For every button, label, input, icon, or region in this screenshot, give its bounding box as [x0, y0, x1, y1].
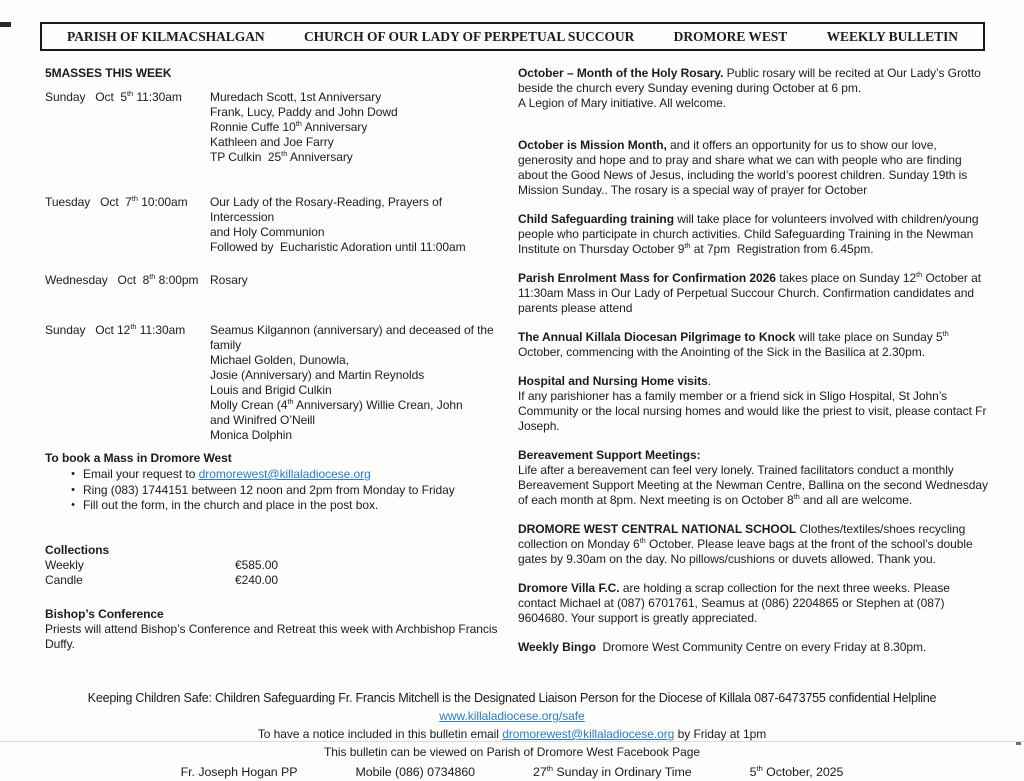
notice-title: October – Month of the Holy Rosary. [518, 66, 724, 80]
footer [0, 689, 1024, 781]
notice-text: Public rosary will be recited at Our Lady’s Grotto beside the church every Sunday evening during October at 6 pm. A Legion of Mary initiative. All welcome. [518, 66, 985, 110]
mass-intentions: Seamus Kilgannon (anniversary) and deceased of the family Michael Golden, Dunowla, Josie (Anniversary) and Martin Reynolds Louis and Brigid Culkin Molly Crean (4th Anniversary) Willie Crean, John and Winifred O’Neill Monica Dolphin [210, 323, 494, 442]
facebook-line: This bulletin can be viewed on Parish of Dromore West Facebook Page [324, 745, 700, 759]
mass-when: Tuesday Oct 7th 10:00am [45, 194, 188, 209]
book-mass-list [45, 467, 503, 514]
bullet-icon: • [71, 483, 75, 496]
collection-row [45, 573, 503, 588]
notice-weekly-bingo [518, 640, 990, 655]
notice-scrap-collection [518, 581, 990, 626]
bullet-icon: • [71, 499, 75, 511]
priest-info-line [0, 763, 1024, 781]
killala-safe-link[interactable]: www.killaladiocese.org/safe [439, 709, 585, 723]
notice-knock-pilgrimage [518, 330, 990, 360]
bulletin-email-link[interactable]: dromorewest@killaladiocese.org [502, 727, 675, 741]
parish-name: PARISH OF KILMACSHALGAN [67, 28, 265, 44]
list-item [45, 498, 503, 514]
notice-text: Clothes/textiles/shoes recycling collection on Monday 6th October. Please leave bags at the front of the school’s double gates by 9.30am on the day. No pillows/cushions or duvets allowed. Thank you. [518, 522, 976, 566]
notice-title: October is Mission Month, [518, 138, 667, 152]
priest-name: Fr. Joseph Hogan PP [180, 765, 298, 779]
mass-intentions: Our Lady of the Rosary-Reading, Prayers of Intercession and Holy Communion Followed by Eucharistic Adoration until 11:00am [210, 195, 466, 254]
notice-mission-month [518, 138, 990, 198]
mass-intentions: Rosary [210, 273, 248, 287]
book-mass-section [45, 451, 503, 514]
bishops-conference-heading: Bishop’s Conference [45, 606, 164, 621]
right-column [503, 66, 990, 655]
notice-title: Bereavement Support Meetings: [518, 448, 701, 462]
collection-label: Weekly [45, 557, 84, 572]
book-mass-email-line [83, 467, 371, 483]
notice-submission-prefix: To have a notice included in this bulletin email [257, 727, 503, 741]
notice-title: Parish Enrolment Mass for Confirmation 2026 [518, 271, 776, 285]
church-name: CHURCH OF OUR LADY OF PERPETUAL SUCCOUR [303, 28, 635, 44]
notice-text: will take place on Sunday 5th October, commencing with the Anointing of the Sick in the Basilica at 2.30pm. [518, 329, 953, 359]
notice-submission-suffix: by Friday at 1pm [674, 727, 767, 741]
list-item [45, 467, 503, 483]
notice-title: The Annual Killala Diocesan Pilgrimage to Knock [518, 330, 796, 344]
bulletin-date: 5th October, 2025 [749, 763, 844, 779]
safe-link-line [0, 707, 1024, 725]
bishops-conference-text: Priests will attend Bishop’s Conference and Retreat this week with Archbishop Francis Duffy. [45, 621, 498, 651]
mass-row [45, 323, 503, 443]
bullet-icon: • [71, 468, 75, 480]
mass-row [45, 273, 503, 288]
priest-mobile: Mobile (086) 0734860 [355, 765, 476, 779]
email-prefix: Email your request to [83, 467, 199, 481]
notice-text: Life after a bereavement can feel very lonely. Trained facilitators conduct a monthly Bereavement Support Meeting at the Newman Centre, Ballina on the second Wednesday of each month at 8pm. Next meeting is on October 8th and all are welcome. [518, 463, 992, 507]
collection-amount: €585.00 [235, 557, 279, 572]
notice-text: takes place on Sunday 12th October at 11:30am Mass in Our Lady of Perpetual Succour Church. Confirmation candidates and parents please attend [518, 270, 985, 315]
notice-school-recycling [518, 522, 990, 567]
notice-confirmation-mass [518, 271, 990, 316]
notice-title: DROMORE WEST CENTRAL NATIONAL SCHOOL [518, 522, 797, 536]
notice-title: Weekly Bingo [518, 640, 596, 654]
mass-when: Wednesday Oct 8th 8:00pm [45, 272, 199, 287]
collection-row [45, 558, 503, 573]
safeguarding-helpline-line: Keeping Children Safe: Children Safeguarding Fr. Francis Mitchell is the Designated Liaison Person for the Diocese of Killala 087-6473755 confidential Helpline [87, 691, 937, 705]
book-mass-heading: To book a Mass in Dromore West [45, 451, 232, 465]
masses-heading: 5MASSES THIS WEEK [45, 66, 172, 80]
collections-section [45, 543, 503, 588]
bulletin-body [0, 51, 1024, 655]
scan-artifact-top-left [0, 22, 11, 27]
town-name: DROMORE WEST [673, 28, 788, 44]
masses-section [45, 66, 503, 443]
notice-title: Child Safeguarding training [518, 212, 674, 226]
notice-hospital-visits [518, 374, 990, 434]
book-mass-phone-line: Ring (083) 1744151 between 12 noon and 2pm from Monday to Friday [83, 482, 455, 497]
list-item [45, 483, 503, 499]
notice-title: Hospital and Nursing Home visits [518, 374, 708, 388]
masthead [40, 22, 985, 51]
notice-child-safeguarding [518, 212, 990, 257]
mass-row [45, 195, 503, 255]
mass-when: Sunday Oct 12th 11:30am [45, 322, 186, 337]
notice-text: are holding a scrap collection for the next three weeks. Please contact Michael at (087) 6701761, Seamus at (086) 2204865 or Stephen at (087) 9604680. Your support is greatly appreciated. [518, 581, 954, 625]
collection-amount: €240.00 [235, 572, 279, 587]
notice-bereavement-support [518, 448, 990, 508]
notice-rosary-month [518, 66, 990, 111]
scan-artifact-bottom-right [1016, 742, 1021, 745]
notice-text: and it offers an opportunity for us to show our love, generosity and hope and to pray and share what we can with people who are finding about the Good News of Jesus, including the world’s poorest children. Sunday 19th is Mission Sunday.. The rosary is a special way of prayer for October [518, 138, 971, 197]
mass-row [45, 90, 503, 165]
liturgical-sunday: 27th Sunday in Ordinary Time [533, 763, 692, 779]
notice-text: will take place for volunteers involved with children/young people who participate in church activities. Child Safeguarding Training in the Newman Institute on Thursday October 9th at 7pm Registration from 6.45pm. [518, 212, 982, 256]
bishops-conference-section [45, 607, 503, 652]
left-column [45, 66, 503, 655]
collection-label: Candle [45, 572, 83, 587]
notice-text: Dromore West Community Centre on every Friday at 8.30pm. [595, 640, 927, 654]
mass-intentions: Muredach Scott, 1st Anniversary Frank, Lucy, Paddy and John Dowd Ronnie Cuffe 10th Anniversary Kathleen and Joe Farry TP Culkin 25th Anniversary [210, 90, 398, 164]
scan-artifact-bottom-line [0, 741, 1024, 742]
book-mass-form-line: Fill out the form, in the church and place in the post box. [83, 498, 379, 512]
mass-when: Sunday Oct 5th 11:30am [45, 89, 182, 104]
notice-title: Dromore Villa F.C. [518, 581, 620, 595]
collections-heading: Collections [45, 542, 110, 557]
booking-email-link[interactable]: dromorewest@killaladiocese.org [198, 467, 371, 481]
bulletin-title: WEEKLY BULLETIN [826, 28, 958, 44]
notice-text: . If any parishioner has a family member or a friend sick in Sligo Hospital, St John’s Community or the local nursing homes and would like the priest to visit, please contact Fr Joseph. [518, 374, 990, 433]
